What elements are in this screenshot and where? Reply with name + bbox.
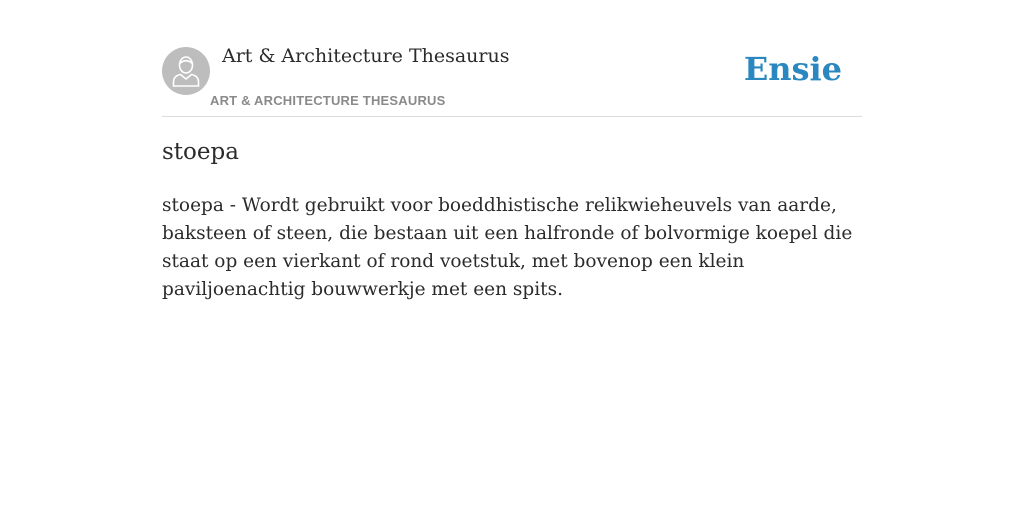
source-subtitle: ART & ARCHITECTURE THESAURUS (210, 93, 446, 108)
user-silhouette-icon (172, 55, 200, 87)
brand-logo[interactable]: Ensie (743, 50, 842, 88)
source-name-link[interactable]: Art & Architecture Thesaurus (222, 45, 510, 67)
entry-definition: stoepa - Wordt gebruikt voor boeddhistische relikwieheuvels van aarde, baksteen of steen, die bestaan uit een halfronde of bolvormige koepel die staat op een vierkant of rond voetstuk, met bovenop een klein paviljoenachtig bouwwerkje met een spits. (162, 195, 853, 300)
entry-term: stoepa (162, 139, 239, 165)
source-avatar[interactable] (162, 47, 210, 95)
entry-header (162, 40, 862, 117)
